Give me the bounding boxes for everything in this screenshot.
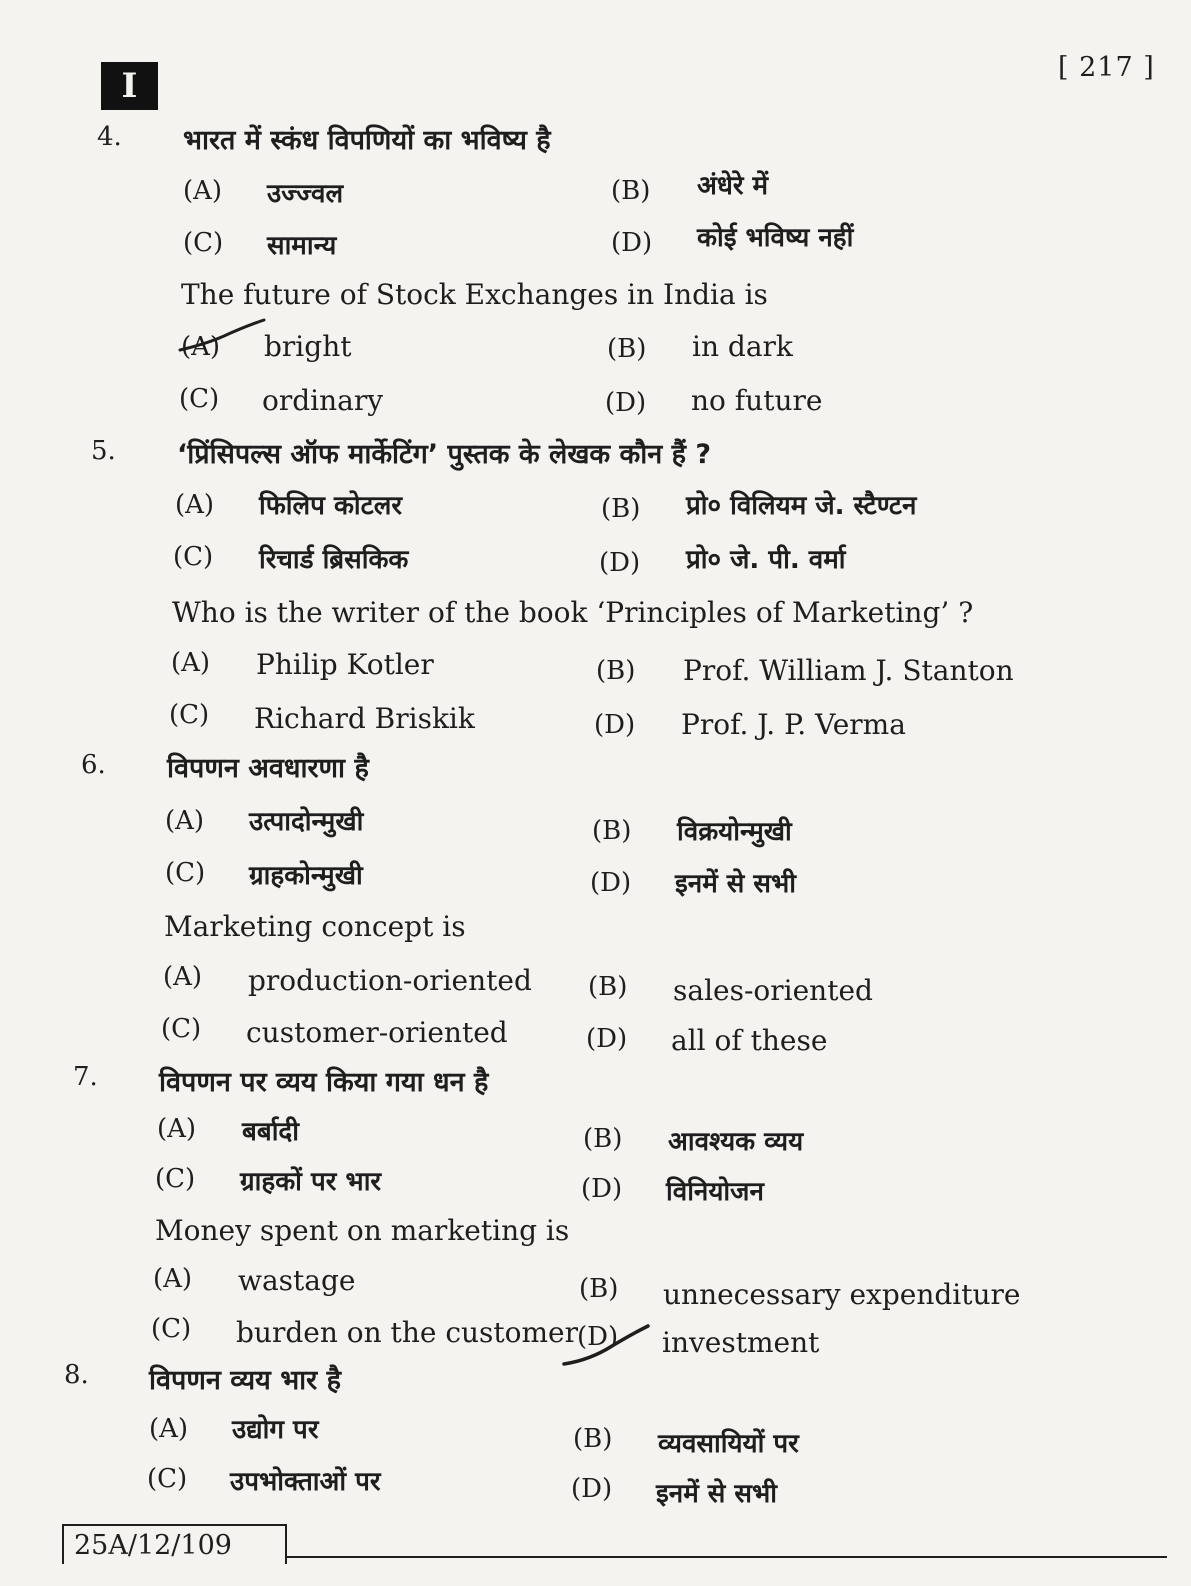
question-english: Money spent on marketing is [155, 1214, 570, 1247]
question-hindi: विपणन अवधारणा है [167, 753, 369, 784]
option-letter: (A) [181, 332, 221, 362]
option-text: Prof. J. P. Verma [681, 708, 906, 741]
option-text: Philip Kotler [256, 648, 434, 681]
option-letter: (A) [153, 1264, 193, 1294]
option-text: उत्पादोन्मुखी [249, 807, 364, 837]
option-letter: (B) [592, 816, 632, 846]
option-text: no future [691, 384, 823, 417]
option-letter: (B) [583, 1124, 623, 1154]
paper-code: 25A/12/109 [74, 1529, 232, 1561]
option-letter: (A) [183, 176, 223, 206]
option-letter: (C) [165, 858, 206, 888]
option-text: sales-oriented [673, 974, 873, 1007]
question-number: 6. [81, 750, 106, 780]
option-letter: (B) [596, 656, 636, 686]
option-text: उद्योग पर [232, 1415, 319, 1445]
option-letter: (B) [573, 1424, 613, 1454]
option-text: व्यवसायियों पर [658, 1429, 799, 1459]
option-text: in dark [692, 330, 793, 363]
option-text: investment [662, 1326, 820, 1359]
option-text: ordinary [262, 384, 384, 417]
option-letter: (D) [590, 868, 632, 898]
option-letter: (C) [147, 1464, 188, 1494]
option-letter: (D) [599, 548, 641, 578]
option-text: अंधेरे में [697, 171, 769, 201]
option-text: Richard Briskik [254, 702, 475, 735]
option-text: bright [264, 330, 352, 363]
question-number: 8. [64, 1360, 89, 1390]
option-text: production-oriented [248, 964, 532, 997]
option-text: unnecessary expenditure [663, 1278, 1021, 1311]
option-text: उज्ज्वल [267, 179, 344, 209]
option-text: प्रो० जे. पी. वर्मा [686, 545, 846, 575]
option-text: all of these [671, 1024, 828, 1057]
question-number: 7. [73, 1062, 98, 1092]
question-number: 4. [97, 122, 122, 152]
option-text: Prof. William J. Stanton [683, 654, 1014, 687]
option-text: इनमें से सभी [675, 869, 797, 899]
option-letter: (D) [605, 388, 647, 418]
question-english: Marketing concept is [164, 910, 466, 943]
option-text: इनमें से सभी [656, 1479, 778, 1509]
option-text: फिलिप कोटलर [259, 491, 403, 521]
option-text: ग्राहकोन्मुखी [249, 861, 363, 891]
option-text: प्रो० विलियम जे. स्टैण्टन [686, 491, 917, 521]
option-letter: (C) [151, 1314, 192, 1344]
option-text: विनियोजन [666, 1177, 764, 1207]
option-letter: (C) [173, 542, 214, 572]
set-label: I [121, 66, 138, 106]
option-letter: (A) [171, 648, 211, 678]
option-text: कोई भविष्य नहीं [697, 223, 854, 253]
question-english: The future of Stock Exchanges in India is [181, 278, 768, 311]
option-letter: (B) [607, 334, 647, 364]
option-letter: (D) [611, 228, 653, 258]
question-hindi: विपणन व्यय भार है [149, 1365, 341, 1396]
option-letter: (C) [161, 1014, 202, 1044]
question-hindi: विपणन पर व्यय किया गया धन है [159, 1067, 489, 1098]
option-letter: (A) [149, 1414, 189, 1444]
option-letter: (C) [183, 228, 224, 258]
footer-rule [287, 1556, 1167, 1558]
option-letter: (D) [586, 1024, 628, 1054]
option-letter: (A) [165, 806, 205, 836]
option-letter: (C) [179, 384, 220, 414]
option-letter: (B) [579, 1274, 619, 1304]
option-text: सामान्य [267, 231, 337, 261]
option-text: customer-oriented [246, 1016, 508, 1049]
set-label-box [101, 62, 158, 110]
question-english: Who is the writer of the book ‘Principles of Marketing’ ? [172, 596, 974, 629]
option-letter: (C) [155, 1164, 196, 1194]
option-letter: (D) [577, 1322, 619, 1352]
question-hindi: भारत में स्कंध विपणियों का भविष्य है [183, 125, 551, 156]
option-letter: (A) [163, 962, 203, 992]
option-text: रिचार्ड ब्रिसकिक [259, 545, 409, 575]
question-hindi: ‘प्रिंसिपल्स ऑफ मार्केटिंग’ पुस्तक के लेखक कौन हैं ? [177, 439, 712, 470]
option-letter: (A) [175, 490, 215, 520]
option-text: wastage [238, 1264, 356, 1297]
option-letter: (D) [571, 1474, 613, 1504]
option-letter: (B) [588, 972, 628, 1002]
option-letter: (C) [169, 700, 210, 730]
option-text: आवश्यक व्यय [668, 1127, 804, 1157]
option-letter: (B) [611, 176, 651, 206]
option-text: विक्रयोन्मुखी [677, 817, 792, 847]
question-number: 5. [91, 436, 116, 466]
option-letter: (D) [581, 1174, 623, 1204]
option-text: बर्बादी [242, 1117, 299, 1147]
option-text: उपभोक्ताओं पर [230, 1467, 381, 1497]
option-letter: (A) [157, 1114, 197, 1144]
option-letter: (D) [594, 710, 636, 740]
option-letter: (B) [601, 494, 641, 524]
option-text: ग्राहकों पर भार [240, 1167, 382, 1197]
paper-code-box [62, 1524, 287, 1564]
option-text: burden on the customer [236, 1316, 579, 1349]
page-number: [ 217 ] [1058, 52, 1155, 83]
